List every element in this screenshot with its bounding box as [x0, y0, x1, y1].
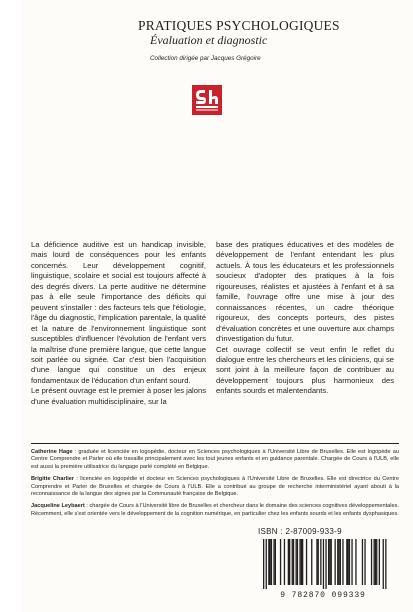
- blurb-paragraph: Le présent ouvrage est le premier à poser les jalons d'une évaluation multidisciplinaire, sur la: [31, 386, 206, 406]
- isbn: ISBN : 2-87009-933-9: [258, 527, 342, 536]
- barcode-bar: [270, 539, 271, 585]
- author-description: : licenciée en logopédie et docteur en Sciences psychologiques à l'Université Libre de Bruxelles. Elle est directrice du Centre Comprendre et Parler de Bruxelles et chargée de Cours à l'ULB. Elle a contribué au groupe de recherche interministériel ayant abouti à la reconnaissance de la langue des signes par la Communauté française de Belgique.: [31, 476, 400, 498]
- barcode-bar: [346, 539, 347, 585]
- barcode-bar: [351, 539, 352, 585]
- author-bio: [31, 503, 399, 518]
- author-bio: [31, 449, 399, 471]
- barcode-bar: [349, 539, 350, 585]
- barcode-bar: [284, 539, 285, 585]
- barcode-bar: [266, 539, 267, 589]
- blurb-right-column: [216, 240, 394, 397]
- barcode-bar: [355, 539, 356, 585]
- barcode-bar: [385, 539, 386, 589]
- barcode-digits: 9 782870 099339: [280, 591, 366, 600]
- publisher-logo: [192, 85, 222, 115]
- barcode-bar: [328, 539, 329, 585]
- author-description: : graduée et licenciée en logopédie, docteur en Sciences psychologiques à l'Université Libre de Bruxelles. Elle est logopède au Centre Comprendre et Parler où elle travaille principalement avec les tout jeunes enfants et en guidance parentale. Chargée de Cours à l'ULB, elle est aussi la première utilisatrice du langage parlé complété en Belgique.: [31, 449, 399, 470]
- barcode-bar: [379, 539, 380, 585]
- barcode-bar: [280, 539, 281, 585]
- barcode-bar: [316, 539, 317, 585]
- barcode-bar: [335, 539, 336, 585]
- barcode-bar: [325, 539, 326, 589]
- barcode-bar: [293, 539, 294, 585]
- barcode-bar: [338, 539, 339, 585]
- barcode-bar: [376, 539, 377, 585]
- author-description: : chargée de Cours à l'Université libre de Bruxelles et chercheur dans le domaine des sciences cognitives développementales. Récemment, elle s'est orientée vers le développement de la cognition numérique, en particulier chez les enfants sourds et les enfants dysphasiques.: [31, 503, 399, 517]
- series-title: PRATIQUES PSYCHOLOGIQUES: [138, 18, 340, 33]
- publisher-logo-icon: [192, 85, 222, 115]
- barcode-bar: [375, 539, 376, 585]
- barcode-bar: [275, 539, 276, 585]
- blurb-paragraph: La déficience auditive est un handicap invisible, mais lourd de conséquences pour les enfants concernés. Leur développement cognitif, linguistique, scolaire et social est toujours affecté à des degrés divers. La perte auditive ne détermine pas à elle seule l'importance des déficits qui peuvent s'installer : des facteurs tels que l'étiologie, l'âge du diagnostic, l'implication parentale, la qualité et la nature de l'environnement linguistique sont susceptibles d'influencer l'évolution de l'enfant vers la maîtrise d'une première langue, que cette langue soit parlée ou signée. Car c'est bien l'acquisition d'une langue qui constitue un des enjeux fondamentaux de l'éducation d'un enfant sourd.: [31, 240, 206, 385]
- series-subtitle: Évaluation et diagnostic: [150, 33, 268, 47]
- barcode-bar: [288, 539, 289, 585]
- barcode-bars: [258, 539, 388, 589]
- barcode-bar: [371, 539, 372, 585]
- barcode-bar: [302, 539, 303, 585]
- barcode-bar: [306, 539, 307, 585]
- author-name: Jacqueline Leybaert: [31, 503, 85, 510]
- author-name: Catherine Hage: [31, 449, 73, 455]
- barcode-bar: [297, 539, 298, 585]
- divider: [31, 443, 399, 444]
- barcode-bar: [364, 539, 365, 585]
- barcode-bar: [323, 539, 324, 589]
- blurb-left-column: [31, 240, 206, 407]
- blurb-paragraph: base des pratiques éducatives et des modèles de développement de l'enfant entendant les plus actuels. À tous les éducateurs et les professionnels soucieux d'adopter des pratiques à la fois rigoureuses, réalistes et ajustées à l'enfant et à sa famille, l'ouvrage offre une mise à jour des connaissances récentes, un cadre théorique rigoureux, des concepts porteurs, des pistes d'évaluation concrètes et une ouverture aux champs d'investigation du futur.: [216, 240, 394, 344]
- barcode: [258, 539, 388, 601]
- barcode-bar: [263, 539, 264, 589]
- blurb-paragraph: Cet ouvrage collectif se veut enfin le reflet du dialogue entre les chercheurs et les cliniciens, qui se sont joint à la meilleure façon de contribuer au développement toujours plus harmonieux des enfants sourds et malentendants.: [216, 344, 394, 396]
- series-director: Collection dirigée par Jacques Grégoire: [150, 55, 261, 62]
- series-header: [138, 18, 388, 62]
- barcode-bar: [348, 539, 349, 585]
- barcode-bar: [362, 539, 363, 585]
- barcode-bar: [383, 539, 384, 589]
- author-bios: [31, 449, 399, 523]
- barcode-bar: [299, 539, 300, 585]
- barcode-bar: [331, 539, 332, 585]
- barcode-bar: [320, 539, 321, 585]
- barcode-bar: [374, 539, 375, 585]
- barcode-bar: [296, 539, 297, 585]
- barcode-bar: [268, 539, 269, 585]
- barcode-bar: [273, 539, 274, 585]
- barcode-bar: [311, 539, 312, 585]
- barcode-bar: [337, 539, 338, 585]
- author-name: Brigitte Charlier: [31, 476, 75, 483]
- barcode-bar: [271, 539, 272, 585]
- barcode-bar: [318, 539, 319, 585]
- barcode-bar: [292, 539, 293, 585]
- barcode-bar: [301, 539, 302, 585]
- barcode-bar: [329, 539, 330, 585]
- barcode-bar: [342, 539, 343, 585]
- barcode-bar: [289, 539, 290, 585]
- author-bio: [31, 476, 399, 498]
- barcode-bar: [340, 539, 341, 585]
